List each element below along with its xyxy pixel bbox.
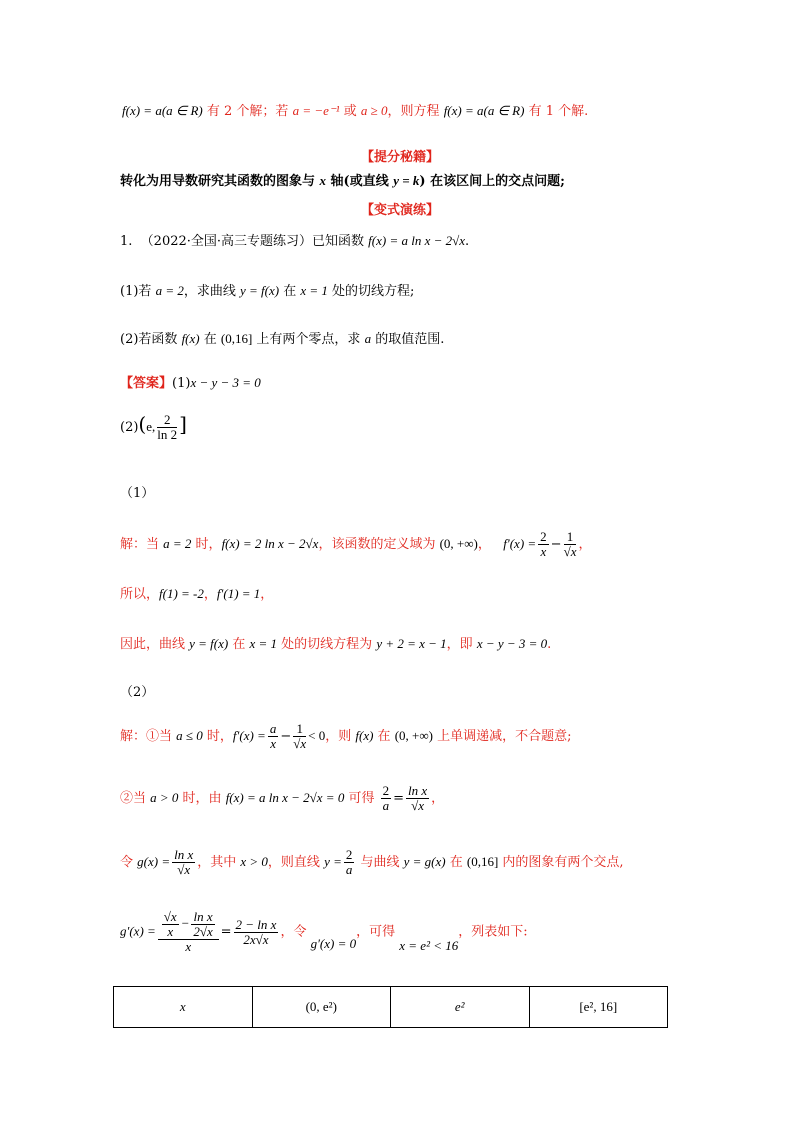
text: 解：当 (120, 537, 164, 552)
tips-body (120, 170, 565, 189)
top-line (122, 100, 588, 119)
text: 时， (191, 537, 222, 552)
fraction (162, 910, 179, 939)
equation: x = 1 (300, 283, 328, 298)
solution-1-line-3 (120, 633, 551, 652)
equation: f(1) = -2 (159, 586, 204, 601)
numerator: ln x (408, 783, 428, 798)
text: 转化为用导数研究其函数的图象与 (120, 174, 320, 189)
operator: − (280, 729, 292, 744)
equation: y = f(x) (189, 636, 229, 651)
text: . (547, 637, 552, 652)
equation: y = k (393, 173, 420, 188)
solution-2-line-2 (120, 784, 444, 813)
domain: (0, +∞) (394, 728, 433, 743)
text: ， (203, 587, 217, 602)
answer-1: x − y − 3 = 0 (190, 375, 261, 390)
text: 时， (202, 729, 233, 744)
text: ，则方程 (387, 104, 444, 119)
fraction (268, 722, 279, 751)
text: 在 (279, 284, 301, 299)
denominator: √x (411, 798, 425, 813)
text: (1)若 (120, 284, 156, 299)
operator: = (220, 924, 232, 940)
equation: a = 2 (163, 536, 192, 551)
equation: g′(x) = 0 (310, 935, 357, 951)
denominator: √x (563, 544, 577, 559)
text: 因此，曲线 (120, 637, 190, 652)
interval: (0,16] (220, 331, 253, 346)
text: 处的切线方程为 (277, 637, 377, 652)
equation: y = f(x) (239, 283, 280, 298)
variable: x (319, 173, 327, 188)
answer-label: 【答案】 (120, 376, 173, 391)
equation: f(x) (181, 331, 200, 346)
denominator: 2√x (193, 924, 213, 939)
fraction (172, 848, 195, 877)
operator: < 0 (308, 728, 326, 743)
compound-fraction (158, 910, 219, 954)
interval: (0,16] (466, 854, 499, 869)
equation: x = e² < 16 (399, 937, 459, 953)
text: ，可得 (356, 924, 400, 940)
text: ) 在该区间上的交点问题; (419, 174, 565, 189)
fraction (538, 530, 549, 559)
answer-line-1 (120, 372, 261, 391)
solution-2-tag: （2） (120, 685, 155, 700)
interval-left: e, (146, 419, 156, 434)
text: 处的切线方程; (327, 284, 415, 299)
text: ， (578, 537, 592, 552)
numerator: √x (163, 909, 177, 924)
condition: x > 0 (240, 854, 268, 869)
condition: a = −e⁻¹ (292, 103, 340, 118)
text: ，则 (325, 729, 356, 744)
fraction (344, 848, 355, 877)
text: 的取值范围. (371, 332, 445, 347)
text: ， (260, 587, 274, 602)
text: (2)若函数 (120, 332, 182, 347)
text: 令 (120, 855, 138, 870)
text: 上有两个零点，求 (252, 332, 365, 347)
fraction (381, 784, 392, 813)
table-row (114, 987, 668, 1028)
text: ，求曲线 (183, 284, 240, 299)
table-cell: e² (391, 987, 530, 1028)
text: ，即 (446, 637, 477, 652)
equation: f(x) = a(a ∈ R) (122, 103, 203, 118)
table-cell: [e², 16] (529, 987, 668, 1028)
solution-1-line-2 (120, 583, 273, 602)
table-cell: x (114, 987, 253, 1028)
fraction (157, 413, 177, 442)
variable: a (364, 331, 372, 346)
text: 或 (339, 104, 361, 119)
equation: a = 2 (155, 283, 184, 298)
equation: x − y − 3 = 0 (476, 636, 548, 651)
text: ， (477, 537, 491, 552)
text: ，其中 (197, 855, 241, 870)
equation: g′(x) = (120, 923, 156, 939)
text: 所以， (120, 587, 160, 602)
text: 解：①当 (120, 729, 177, 744)
equation: y = g(x) (403, 854, 446, 869)
text: （2022·全国·高三专题练习）已知函数 (140, 234, 369, 249)
fraction (406, 784, 429, 813)
text: ，列表如下: (458, 924, 528, 940)
answer-line-2: (2)(e, $\frac{2}{\ln 2}$ ] (120, 412, 187, 442)
solution-2-line-3 (120, 848, 624, 877)
condition: a ≥ 0 (360, 103, 388, 118)
numerator: ln x (174, 847, 194, 862)
fraction (293, 722, 306, 751)
numerator: a (269, 721, 277, 736)
denominator: x (185, 939, 192, 954)
question-part-1 (120, 280, 414, 299)
equation: f′(1) = 1 (216, 586, 261, 601)
numerator: 2 − ln x (235, 916, 277, 932)
text: 有 1 个解. (524, 104, 589, 119)
equation: y = (324, 854, 342, 869)
equation: f′(x) = (503, 536, 537, 551)
equation: g(x) = (137, 854, 171, 869)
equation: f(x) = 2 ln x − 2√x (221, 536, 319, 551)
solution-2-line-1 (120, 722, 571, 751)
numerator: 1 (293, 722, 306, 737)
text: 在 (228, 637, 250, 652)
denominator: x (540, 544, 547, 559)
numerator: 2 (157, 413, 177, 428)
numerator: 2 (345, 847, 353, 862)
text: . (465, 234, 470, 249)
equation: f(x) (355, 728, 374, 743)
answer-number: (1) (172, 376, 191, 391)
equation: f(x) = a(a ∈ R) (443, 103, 525, 118)
operator: − (180, 915, 190, 931)
condition: a > 0 (150, 790, 179, 805)
fraction (191, 910, 214, 939)
equation: y + 2 = x − 1 (376, 636, 447, 651)
tips-heading: 【提分秘籍】 (360, 150, 439, 165)
domain: (0, +∞) (439, 536, 478, 551)
question-number: 1. (120, 234, 133, 249)
numerator: 2 (382, 783, 390, 798)
denominator: √x (293, 736, 307, 751)
denominator: a (382, 798, 390, 813)
numerator: 2 (540, 529, 547, 544)
condition: a ≤ 0 (176, 728, 203, 743)
question-part-2 (120, 328, 444, 347)
equation: f(x) = a ln x − 2√x (368, 233, 466, 248)
text: ，该函数的定义域为 (318, 537, 440, 552)
denominator: √x (177, 862, 191, 877)
text: 轴(或直线 (326, 174, 394, 189)
equation: f′(x) = (232, 728, 266, 743)
text: 在 (373, 729, 395, 744)
fraction (564, 530, 577, 559)
solution-2-line-4 (120, 910, 528, 954)
operator: = (393, 791, 405, 806)
denominator: a (345, 862, 353, 877)
denominator: 2x√x (243, 931, 269, 947)
text: ，令 (280, 924, 311, 940)
table-cell: (0, e²) (252, 987, 391, 1028)
equation: x = 1 (249, 636, 278, 651)
text: 可得 (344, 791, 379, 806)
answer-number: (2) (120, 420, 139, 435)
text: 有 2 个解；若 (202, 104, 293, 119)
text: ，则直线 (267, 855, 325, 870)
numerator (158, 910, 219, 940)
text: 内的图象有两个交点, (498, 855, 624, 870)
text: ， (431, 791, 445, 806)
question (120, 230, 469, 249)
variation-table (113, 986, 668, 1028)
equation: f(x) = a ln x − 2√x = 0 (225, 790, 345, 805)
practice-heading: 【变式演练】 (360, 203, 439, 218)
text: 在 (199, 332, 221, 347)
text: 时，由 (178, 791, 226, 806)
text: 与曲线 (356, 855, 404, 870)
numerator: 1 (564, 530, 577, 545)
text: ②当 (120, 791, 151, 806)
denominator: ln 2 (157, 427, 178, 442)
text: 上单调递减，不合题意; (432, 729, 572, 744)
solution-1-tag: （1） (120, 486, 155, 501)
denominator: x (167, 924, 174, 939)
fraction (234, 918, 279, 947)
numerator: ln x (193, 909, 213, 924)
operator: − (550, 537, 562, 552)
solution-1-line-1 (120, 530, 592, 559)
text: 在 (445, 855, 467, 870)
denominator: x (270, 736, 276, 751)
